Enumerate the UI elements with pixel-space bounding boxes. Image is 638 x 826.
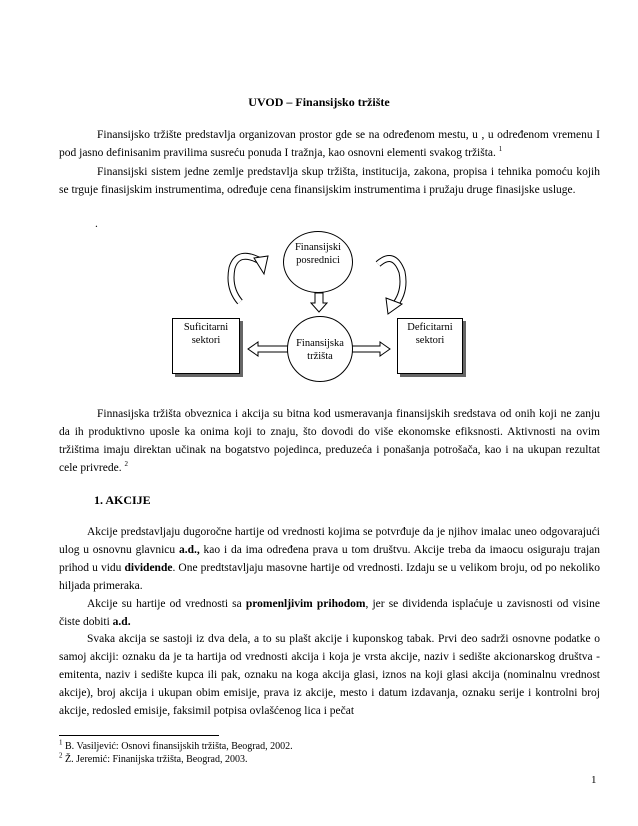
footnote-ref-1[interactable]: 1 [498, 145, 503, 154]
intro-paragraph-2: Finansijski sistem jedne zemlje predstavlja skup tržišta, institucija, zakona, propisa i tehnika pomoću kojih se trguje finasijskim instrumentima, određuje cena finansijskim instrumentima i pružaju druge finasijske usluge. [59, 166, 600, 196]
footnote-ref-2[interactable]: 2 [124, 460, 128, 469]
box-label-line-1: Suficitarni [183, 322, 229, 333]
paragraph-5: Akcije su hartije od vrednosti sa promenljivim prihodom, jer se dividenda isplaćuje u zavisnosti od visine čiste dobiti a.d. [59, 598, 600, 628]
page-number: 1 [591, 774, 597, 786]
paragraph-3: Finnasijska tržišta obveznica i akcija su bitna kod usmeravanja finansijskih sredstava od onih koji ne zanju da ih produktivno uposle ka onima koji to znaju, što dovodi do više ekonomske efiksnosti. Aktivnosti na ovim tržištima imaju direktan učinak na bogatstvo pojedinca, preduzeća i ponašanja potrošača, kao i na ukupan rezultat cele privrede. $^2$ [59, 408, 600, 474]
circle-label-line-2: posrednici [296, 255, 340, 266]
circle-finansijska-trzista [287, 316, 353, 382]
box-label-line-2: sektori [415, 335, 445, 346]
circle-finansijski-posrednici [283, 231, 353, 293]
footnote-separator [59, 735, 219, 736]
circle-label-line-1: Finansijski [294, 242, 342, 253]
intro-paragraph-1: Finansijsko tržište predstavlja organizovan prostor gde se na određenom mestu, u , u određenom vremenu I pod jasno definisanim pravilima susreću ponuda I tražnja, kao osnovni elementi svakog tržišta. $^1$ [59, 129, 600, 159]
box-deficitarni-sektori [397, 318, 463, 374]
paragraph-4: Akcije predstavljaju dugoročne hartije od vrednosti kojima se potvrđuje da je njihov imalac uneo odgovarajući ulog u osnovnu glavnicu a.d., kao i da ima određena prava u tom društvu. Akcije treba da imaocu osiguraju trajan prihod u vidu dividende. One predtstavljaju masovne hartije od vrednosti. Izdaju se u velikom broju, od po nekoliko hiljada primeraka. [59, 526, 600, 592]
circle-label-line-2: tržišta [307, 351, 333, 362]
footnote-1: $^1$ B. Vasiljević: Osnovi finansijskih tržišta, Beograd, 2002. [59, 738, 293, 752]
section-heading: 1. AKCIJE [94, 493, 151, 507]
paragraph-6: Svaka akcija se sastoji iz dva dela, a to su plašt akcije i kuponskog tabak. Prvi deo sadrži osnovne podatke o samoj akciji: oznaku da je ta hartija od vrednosti akcija i koja je vrsta akcije, naziv i sedište akcionarskog društva - emitenta, naziv i sedište kupca ili pak, oznaku na koga akcija glasi, iznos na koji glasi akcija (nominalnu vrednost akcije), broj akcija i ukupan obim emisije, prava iz akcije, mesto i datum izdavanja, oznaku serije i kontrolni broj akcije, redosled emisije, faksimil potpisa ovlašćenog lica i pečat [59, 633, 600, 717]
left-arrow [248, 342, 288, 356]
right-arrow [352, 342, 390, 356]
footnote-2: $^2$ Ž. Jeremić: Finanijska tržišta, Beograd, 2003. [59, 751, 248, 765]
page-title: UVOD – Finansijsko tržište [248, 95, 390, 109]
circle-label-line-1: Finansijska [296, 338, 344, 349]
stray-dot: . [95, 218, 98, 230]
box-suficitarni-sektori [172, 318, 240, 374]
box-label-line-2: sektori [191, 335, 221, 346]
box-label-line-1: Deficitarni [407, 322, 453, 333]
down-arrow [311, 293, 327, 312]
